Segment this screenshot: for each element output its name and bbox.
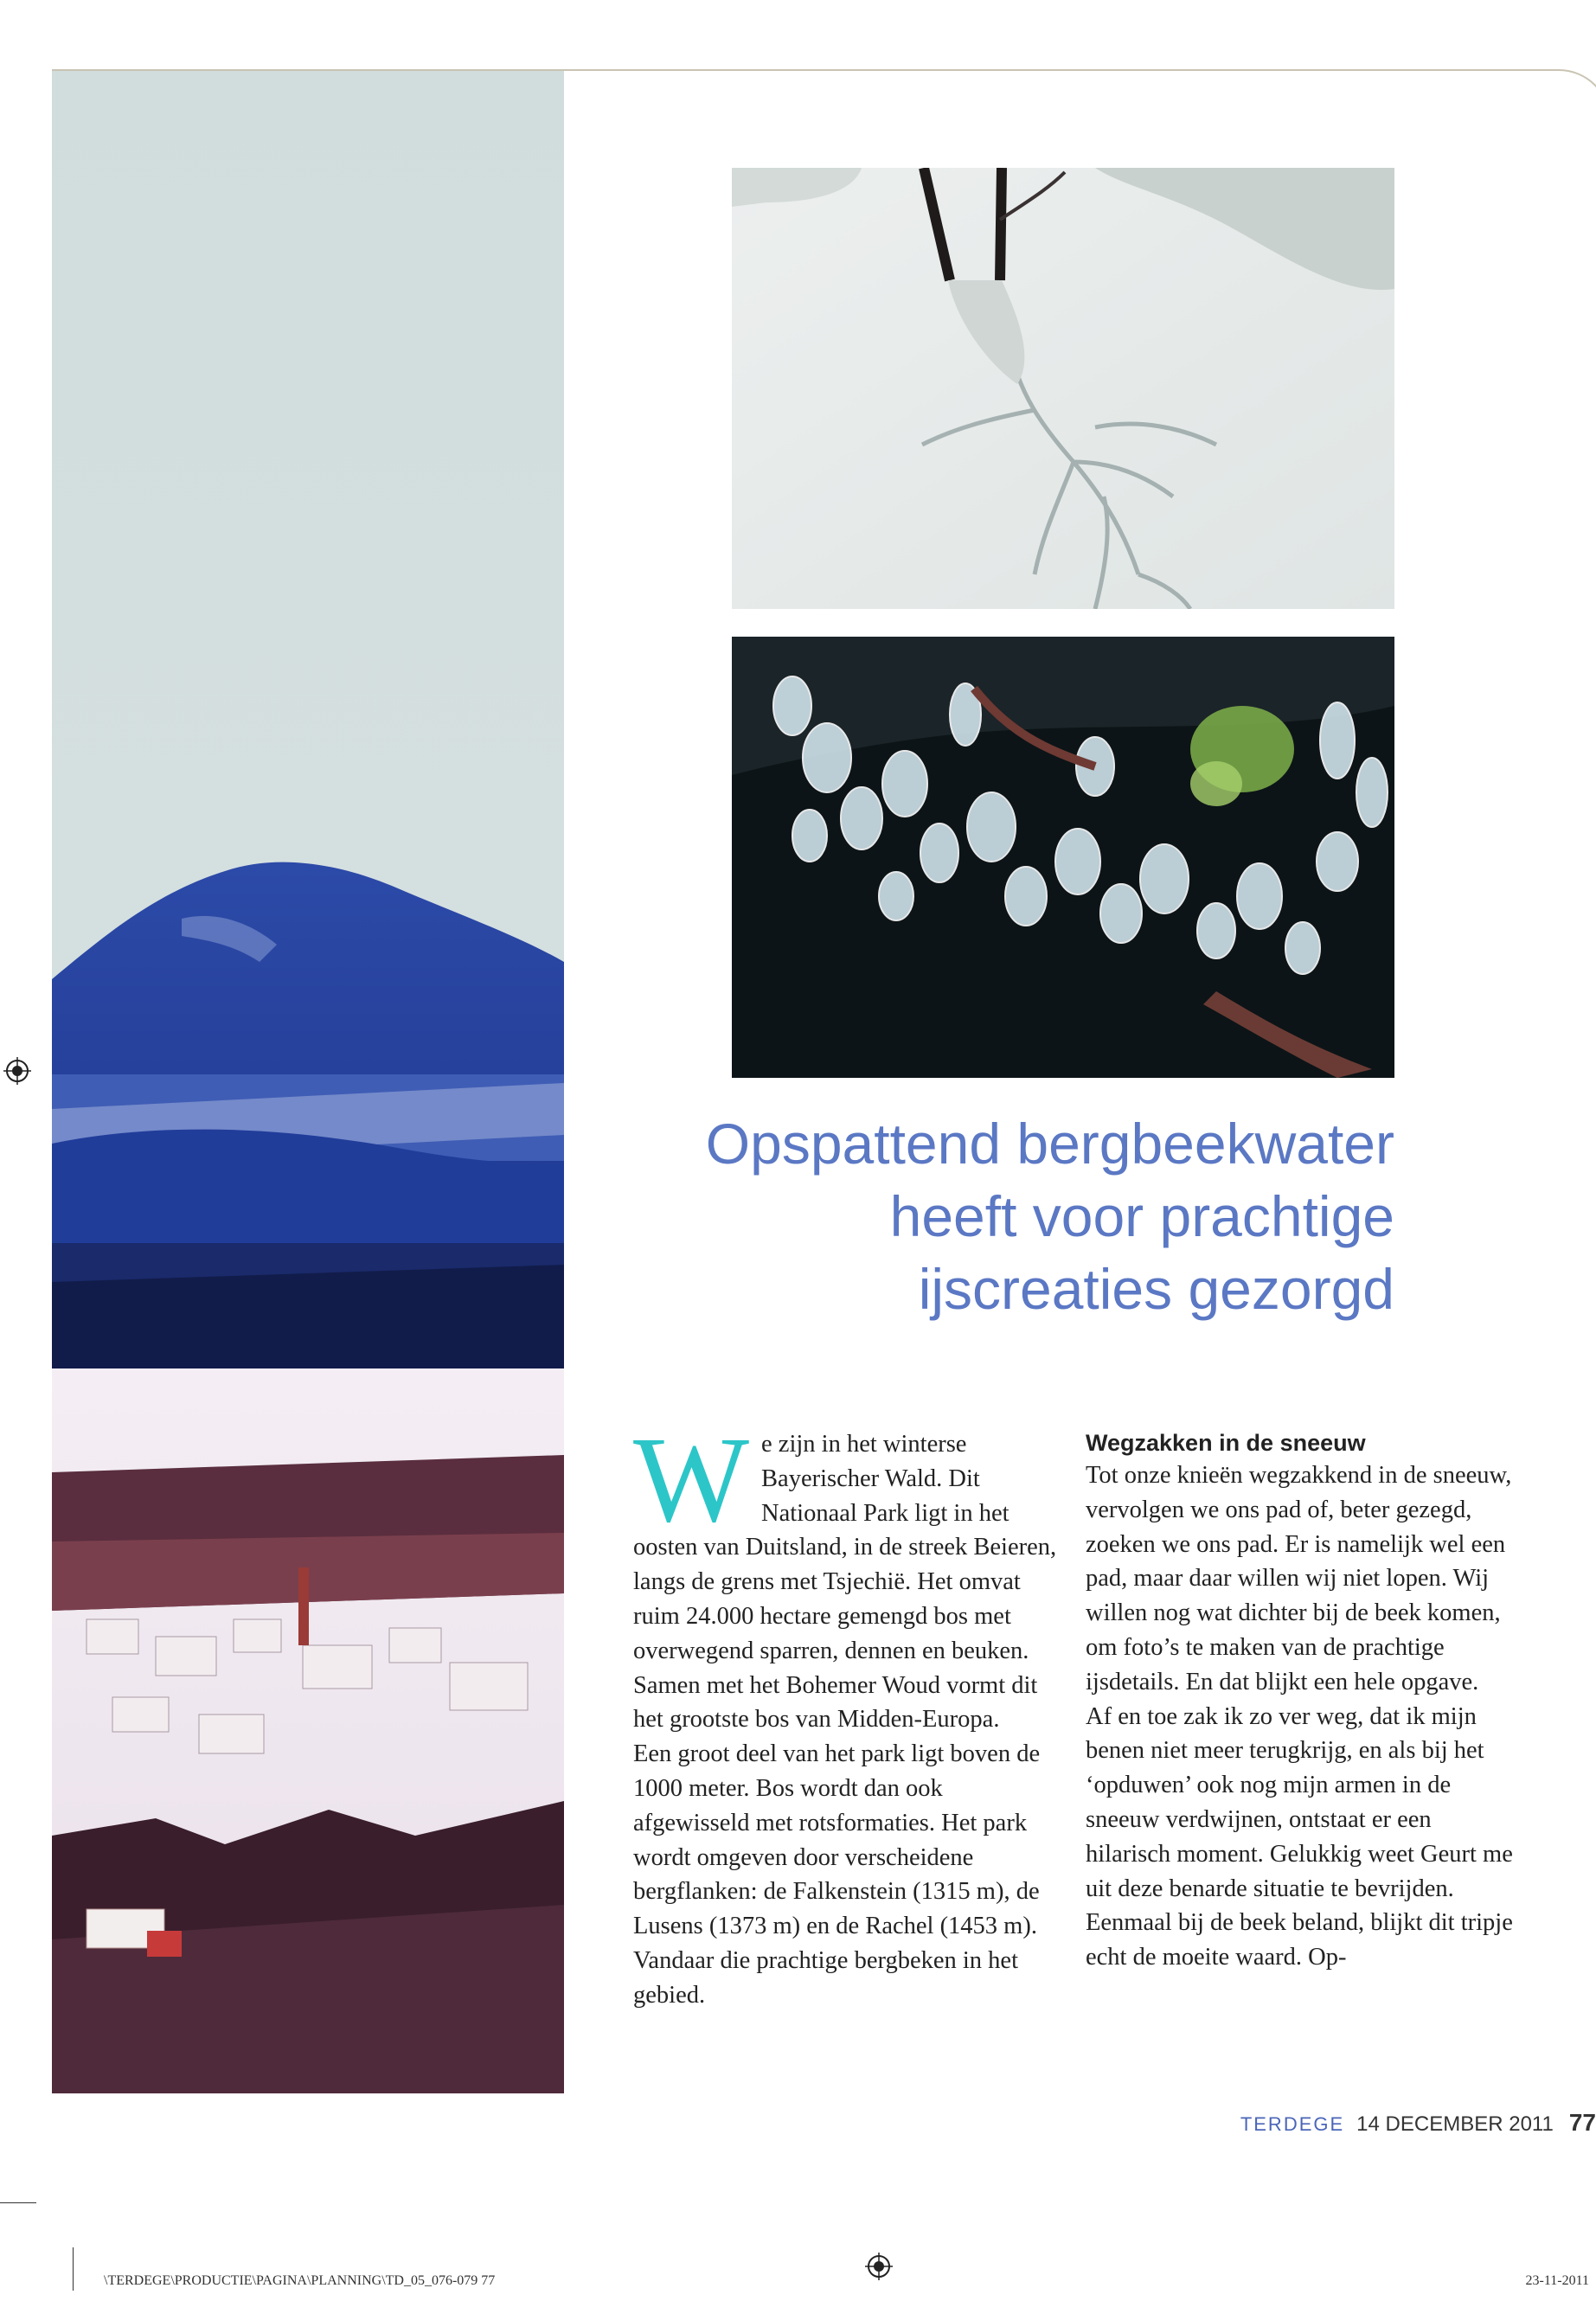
intro-text: e zijn in het winterse Bayerischer Wald. Dit Nationaal Park ligt in het oosten van Duitsland, in de streek Beieren, langs de grens met Tsjechië. Het omvat ruim 24.000 hectare gemengd bos met overwegend sparren, dennen en beuken. Samen met het Bohemer Woud vormt dit het grootste bos van Midden-Europa. (633, 1431, 1057, 1734)
right-text-column (1086, 1427, 1514, 1975)
headline-line: heeft voor prachtige (889, 1184, 1394, 1248)
body-paragraph: Tot onze knieën wegzakkend in de sneeuw, vervolgen we ons pad of, beter gezegd, zoeken we ons pad. Er is namelijk wel een pad, maar daar willen wij niet lopen. Wij willen nog wat dichter bij de beek komen, om foto’s te maken van de prachtige ijsdetails. En dat blijkt een hele opgave. (1086, 1462, 1512, 1695)
registration-mark-icon (865, 2253, 893, 2285)
subheading: Wegzakken in de sneeuw (1086, 1430, 1366, 1456)
body-paragraph: Een groot deel van het park ligt boven de 1000 meter. Bos wordt dan ook afgewisseld met rotsformaties. Het park wordt omgeven door verscheidene bergflanken: de Falkenstein (1315 m), de Lusens (1373 m) en de Rachel (1453 m). Vandaar die prachtige bergbeken in het gebied. (633, 1740, 1041, 2009)
ice-photo (732, 637, 1394, 1078)
slug-date: 23-11-2011 (1525, 2273, 1589, 2288)
issue-date: 14 DECEMBER 2011 (1356, 2112, 1554, 2136)
trim-mark (0, 2202, 36, 2203)
drop-cap: W (633, 1411, 750, 1548)
headline-line: Opspattend bergbeekwater (705, 1112, 1394, 1176)
page-folio (1240, 2109, 1596, 2137)
intro-paragraph (633, 1411, 1061, 1737)
left-text-column (633, 1411, 1061, 2013)
slug-path: \TERDEGE\PRODUCTIE\PAGINA\PLANNING\TD_05_076-079 77 (104, 2273, 496, 2288)
page-number: 77 (1568, 2109, 1596, 2136)
landscape-photo (52, 71, 564, 2093)
registration-mark-icon (3, 1057, 31, 1089)
article-headline (606, 1107, 1394, 1325)
trim-mark (73, 2247, 74, 2291)
headline-line: ijscreaties gezorgd (918, 1257, 1394, 1321)
body-paragraph: Af en toe zak ik zo ver weg, dat ik mijn benen niet meer terugkrijg, en als bij het ‘opduwen’ ook nog mijn armen in de sneeuw verdwijnen, ontstaat er een hilarisch moment. Gelukkig weet Geurt me uit deze benarde situatie te bevrijden. Eenmaal bij de beek beland, blijkt dit tripje echt de moeite waard. Op- (1086, 1702, 1513, 1971)
snow-shadow-photo (732, 168, 1394, 609)
magazine-name: TERDEGE (1240, 2113, 1345, 2135)
